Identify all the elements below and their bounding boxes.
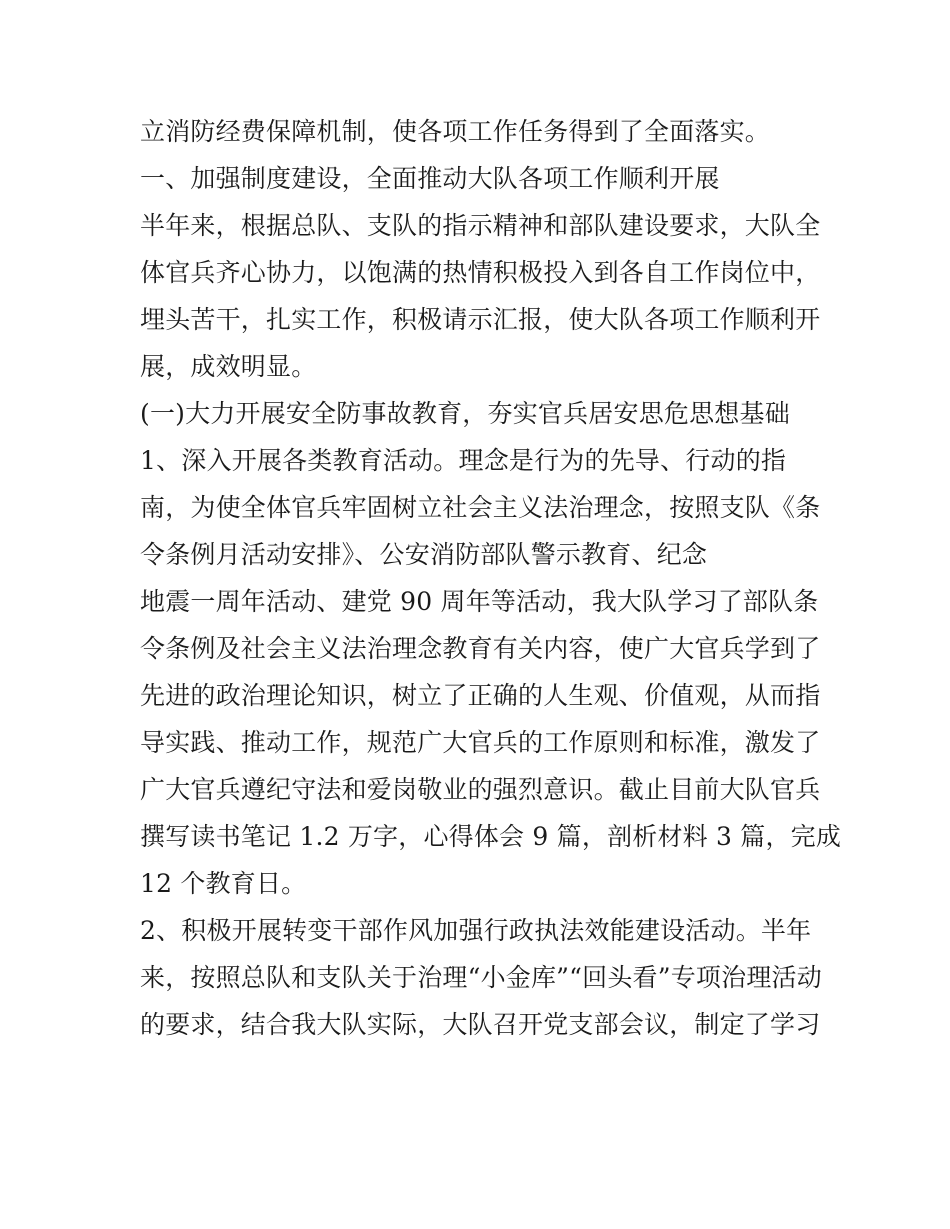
body-line: 半年来，根据总队、支队的指示精神和部队建设要求，大队全 bbox=[140, 211, 821, 240]
body-line: 2、积极开展转变干部作风加强行政执法效能建设活动。半年 bbox=[140, 916, 812, 945]
body-line: 地震一周年活动、建党 90 周年等活动，我大队学习了部队条 bbox=[140, 587, 819, 616]
body-line: 体官兵齐心协力，以饱满的热情积极投入到各自工作岗位中， bbox=[140, 258, 821, 287]
body-line: 1、深入开展各类教育活动。理念是行为的先导、行动的指 bbox=[140, 446, 787, 475]
subsection-heading: (一)大力开展安全防事故教育，夯实官兵居安思危思想基础 bbox=[140, 399, 790, 428]
body-line: 令条例月活动安排》、公安消防部队警示教育、纪念 bbox=[140, 540, 708, 569]
body-line: 广大官兵遵纪守法和爱岗敬业的强烈意识。截止目前大队官兵 bbox=[140, 775, 821, 804]
section-heading: 一、加强制度建设，全面推动大队各项工作顺利开展 bbox=[140, 164, 720, 193]
body-line: 撰写读书笔记 1.2 万字，心得体会 9 篇，剖析材料 3 篇，完成 bbox=[140, 822, 842, 851]
body-line: 埋头苦干，扎实工作，积极请示汇报，使大队各项工作顺利开 bbox=[140, 305, 821, 334]
body-line: 的要求，结合我大队实际，大队召开党支部会议，制定了学习 bbox=[140, 1010, 821, 1039]
body-line: 先进的政治理论知识，树立了正确的人生观、价值观，从而指 bbox=[140, 681, 821, 710]
document-body bbox=[140, 108, 842, 1048]
body-line: 立消防经费保障机制，使各项工作任务得到了全面落实。 bbox=[140, 117, 771, 146]
body-line: 展，成效明显。 bbox=[140, 352, 317, 381]
body-line: 南，为使全体官兵牢固树立社会主义法治理念，按照支队《条 bbox=[140, 493, 821, 522]
body-line: 12 个教育日。 bbox=[140, 869, 307, 898]
body-line: 导实践、推动工作，规范广大官兵的工作原则和标准，激发了 bbox=[140, 728, 821, 757]
body-line: 令条例及社会主义法治理念教育有关内容，使广大官兵学到了 bbox=[140, 634, 821, 663]
body-line: 来，按照总队和支队关于治理“小金库”“回头看”专项治理活动 bbox=[140, 963, 822, 992]
